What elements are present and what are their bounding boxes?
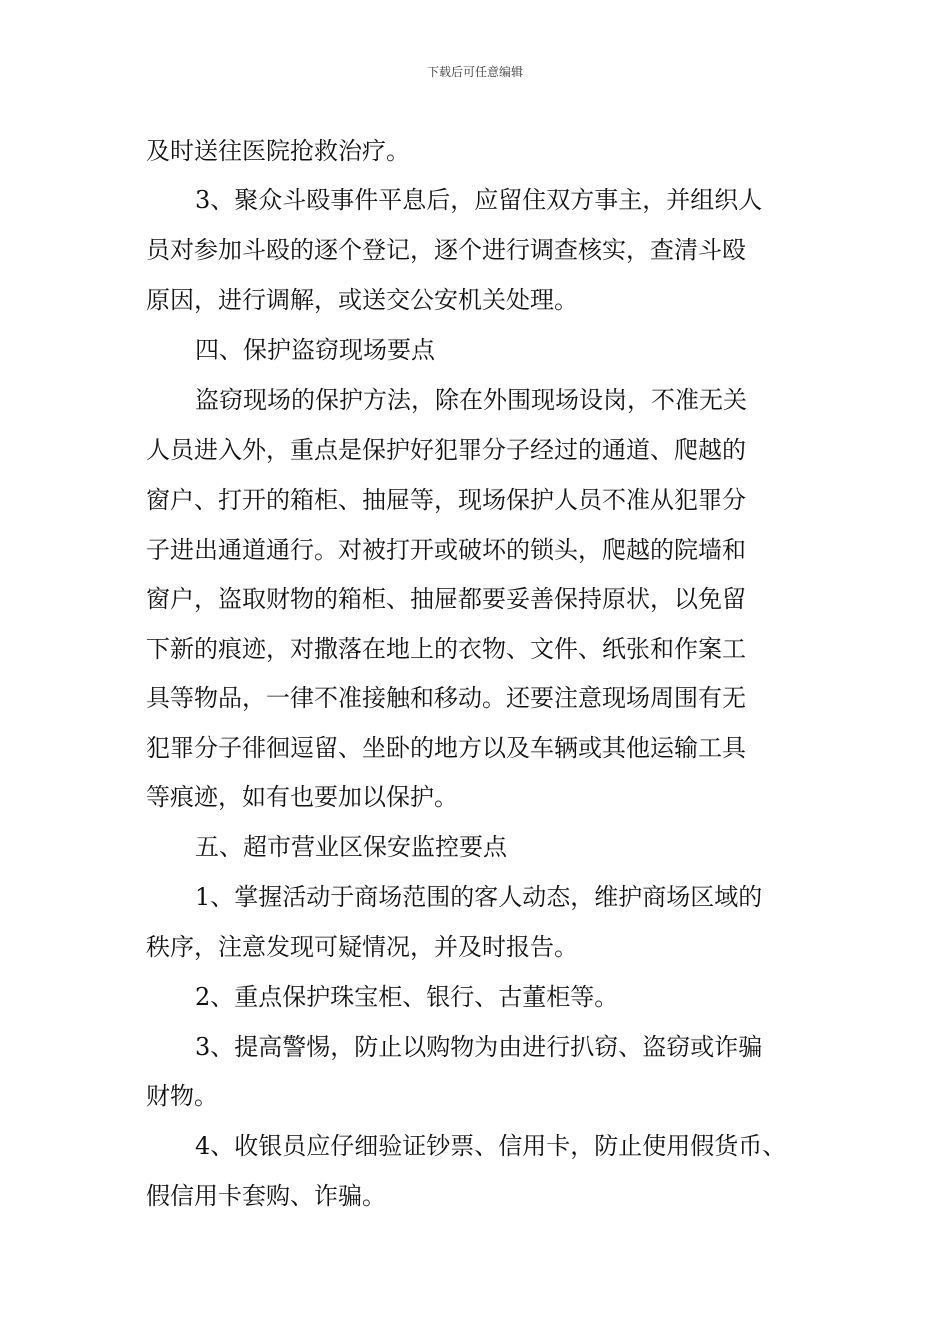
text-line: 员对参加斗殴的逐个登记，逐个进行调查核实，查清斗殴 <box>146 236 746 264</box>
text-line: 原因，进行调解，或送交公安机关处理。 <box>146 286 578 314</box>
section-heading: 四、保护盗窃现场要点 <box>195 336 435 364</box>
text-line: 下新的痕迹，对撒落在地上的衣物、文件、纸张和作案工 <box>146 635 746 663</box>
text-line: 窗户，盗取财物的箱柜、抽屉都要妥善保持原状，以免留 <box>146 585 746 613</box>
text-line: 3、聚众斗殴事件平息后，应留住双方事主，并组织人 <box>195 186 763 214</box>
text-line: 财物。 <box>146 1082 218 1110</box>
text-line: 假信用卡套购、诈骗。 <box>146 1182 386 1210</box>
text-line: 2、重点保护珠宝柜、银行、古董柜等。 <box>195 983 619 1011</box>
text-line: 3、提高警惕，防止以购物为由进行扒窃、盗窃或诈骗 <box>195 1033 763 1061</box>
text-line: 秩序，注意发现可疑情况，并及时报告。 <box>146 933 578 961</box>
text-line: 及时送往医院抢救治疗。 <box>146 137 410 165</box>
text-line: 等痕迹，如有也要加以保护。 <box>146 783 458 811</box>
text-line: 4、收银员应仔细验证钞票、信用卡，防止使用假货币、 <box>195 1132 787 1160</box>
text-line: 具等物品，一律不准接触和移动。还要注意现场周围有无 <box>146 684 746 712</box>
text-line: 窗户、打开的箱柜、抽屉等，现场保护人员不准从犯罪分 <box>146 486 746 514</box>
text-line: 1、掌握活动于商场范围的客人动态，维护商场区域的 <box>195 883 763 911</box>
text-line: 盗窃现场的保护方法，除在外围现场设岗，不准无关 <box>195 386 747 414</box>
page-header: 下载后可任意编辑 <box>426 65 523 79</box>
text-line: 犯罪分子徘徊逗留、坐卧的地方以及车辆或其他运输工具 <box>146 734 746 762</box>
text-line: 子进出通道通行。对被打开或破坏的锁头，爬越的院墙和 <box>146 536 746 564</box>
text-line: 人员进入外，重点是保护好犯罪分子经过的通道、爬越的 <box>146 436 746 464</box>
section-heading: 五、超市营业区保安监控要点 <box>195 833 507 861</box>
